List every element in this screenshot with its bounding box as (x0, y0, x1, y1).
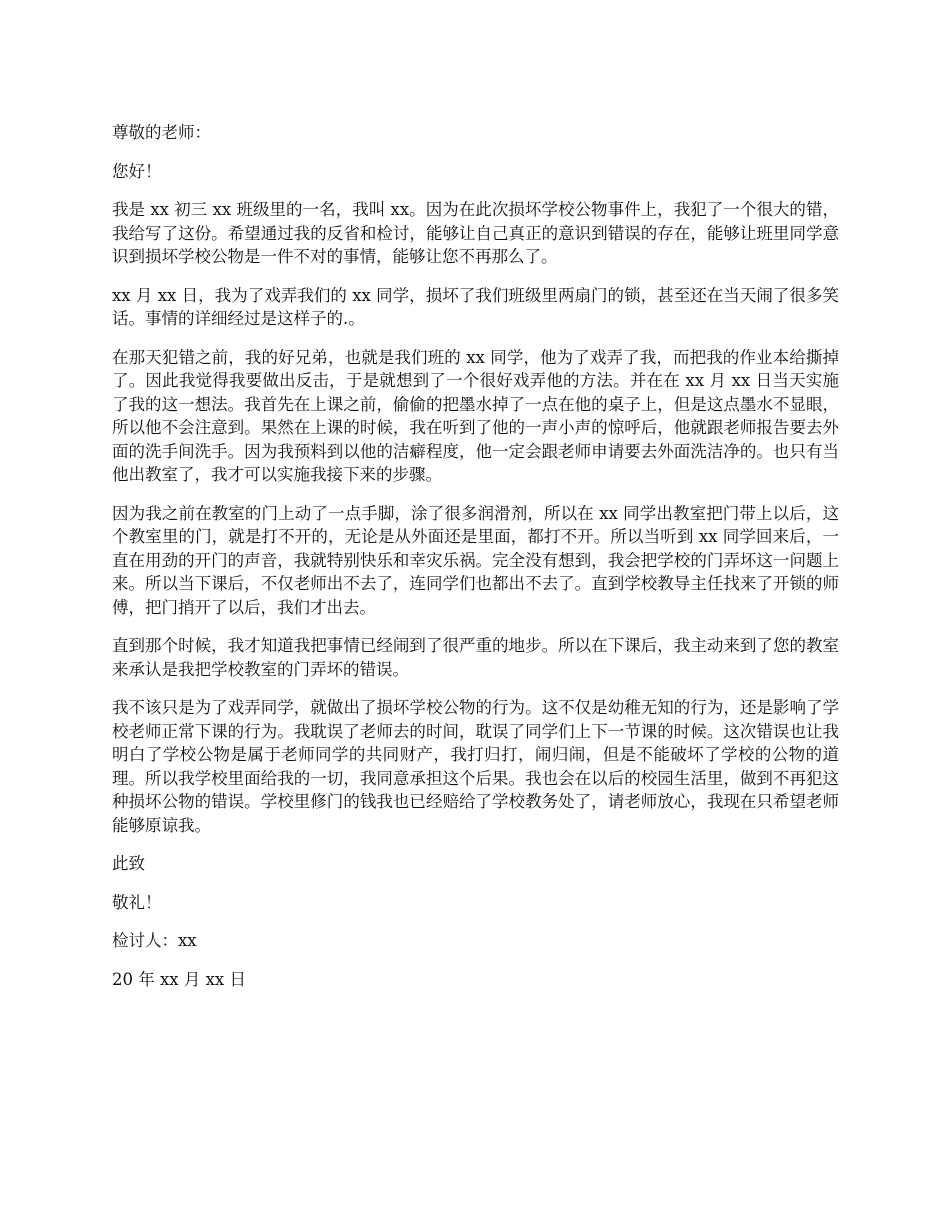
body-paragraph-2: xx 月 xx 日，我为了戏弄我们的 xx 同学，损坏了我们班级里两扇门的锁，甚至还在当天闹了很多笑话。事情的详细经过是这样子的.。 (112, 285, 839, 328)
date: 20 年 xx 月 xx 日 (112, 969, 246, 989)
regards: 敬礼！ (112, 892, 162, 912)
body-paragraph-5: 直到那个时候，我才知道我把事情已经闹到了很严重的地步。所以在下课后，我主动来到了您的教室来承认是我把学校教室的门弄坏的错误。 (112, 636, 839, 679)
signer: 检讨人：xx (112, 931, 197, 950)
closing: 此致 (112, 854, 145, 873)
body-paragraph-6: 我不该只是为了戏弄同学，就做出了损坏学校公物的行为。这不仅是幼稚无知的行为，还是影响了学校老师正常下课的行为。我耽误了老师去的时间，耽误了同学们上下一节课的时候。这次错误也让我明白了学校公物是属于老师同学的共同财产，我打归打，闹归闹，但是不能破坏了学校的公物的道理。所以我学校里面给我的一切，我同意承担这个后果。我也会在以后的校园生活里，做到不再犯这种损坏公物的错误。学校里修门的钱我也已经赔给了学校教务处了，请老师放心，我现在只希望老师能够原谅我。 (112, 698, 839, 835)
body-paragraph-4: 因为我之前在教室的门上动了一点手脚，涂了很多润滑剂，所以在 xx 同学出教室把门带上以后，这个教室里的门，就是打不开的，无论是从外面还是里面，都打不开。所以当听到 xx 同学回来后，一直在用劲的开门的声音，我就特别快乐和幸灾乐祸。完全没有想到，我会把学校的门弄坏这一问题上来。所以当下课后，不仅老师出不去了，连同学们也都出不去了。直到学校教导主任找来了开锁的师傅，把门捎开了以后，我们才出去。 (112, 503, 839, 617)
salutation: 尊敬的老师： (112, 123, 211, 142)
greeting: 您好！ (112, 161, 162, 181)
letter-page (112, 121, 839, 1006)
body-paragraph-3: 在那天犯错之前，我的好兄弟，也就是我们班的 xx 同学，他为了戏弄了我，而把我的作业本给撕掉了。因此我觉得我要做出反击，于是就想到了一个很好戏弄他的方法。并在在 xx 月 xx 日当天实施了我的这一想法。我首先在上课之前，偷偷的把墨水掉了一点在他的桌子上，但是这点墨水不显眼，所以他不会注意到。果然在上课的时候，我在听到了他的一声小声的惊呼后，他就跟老师报告要去外面的洗手间洗手。因为我预料到以他的洁癖程度，他一定会跟老师申请要去外面洗洁净的。也只有当他出教室了，我才可以实施我接下来的步骤。 (112, 347, 839, 484)
body-paragraph-1: 我是 xx 初三 xx 班级里的一名，我叫 xx。因为在此次损坏学校公物事件上，我犯了一个很大的错，我给写了这份。希望通过我的反省和检讨，能够让自己真正的意识到错误的存在，能够让班里同学意识到损坏学校公物是一件不对的事情，能够让您不再那么了。 (112, 200, 839, 266)
